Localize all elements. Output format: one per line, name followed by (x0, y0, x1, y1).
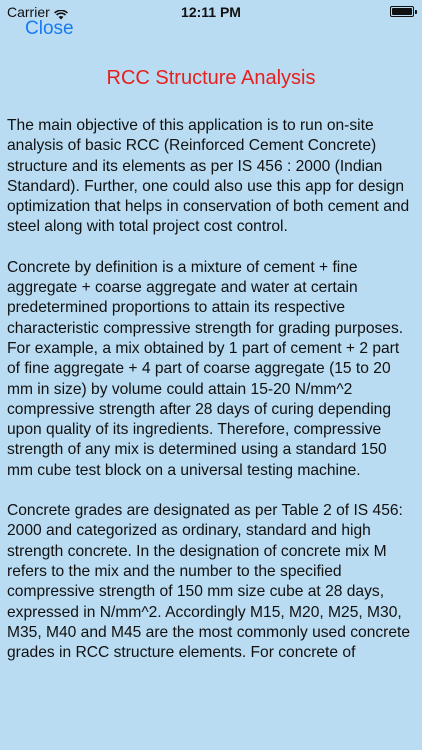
close-button[interactable]: Close (25, 18, 74, 39)
page-title: RCC Structure Analysis (106, 67, 316, 89)
content-body (7, 116, 415, 683)
paragraph-concrete-grades: Concrete grades are designated as per Table 2 of IS 456: 2000 and categorized as ordinary, standard and high strength concrete. In the designation of concrete mix M refers to the mix and the number to the specified compressive strength of 150 mm size cube at 28 days, expressed in N/mm^2. Accordingly M15, M20, M25, M30, M35, M40 and M45 are the most commonly used concrete grades in RCC structure elements. For concrete of (7, 502, 411, 662)
paragraph-concrete-definition: Concrete by definition is a mixture of cement + fine aggregate + coarse aggregate and water at certain predetermined proportions to attain its respective characteristic compressive strength for grading purposes. For example, a mix obtained by 1 part of cement + 2 part of fine aggregate + 4 part of coarse aggregate (15 to 20 mm in size) by volume could attain 15-20 N/mm^2 compressive strength after 28 days of curing depending upon quality of its ingredients. Therefore, compressive strength of any mix is determined using a standard 150 mm cube test block on a universal testing machine. (7, 258, 404, 479)
carrier-label: Carrier (7, 4, 50, 20)
battery-icon (390, 6, 414, 17)
paragraph-objective: The main objective of this application is to run on-site analysis of basic RCC (Reinforced Cement Concrete) structure and its elements as per IS 456 : 2000 (Indian Standard). Further, one could also use this app for design optimization that helps in conservation of both cement and steel along with total project cost control. (7, 117, 410, 236)
status-time: 12:11 PM (181, 4, 241, 20)
